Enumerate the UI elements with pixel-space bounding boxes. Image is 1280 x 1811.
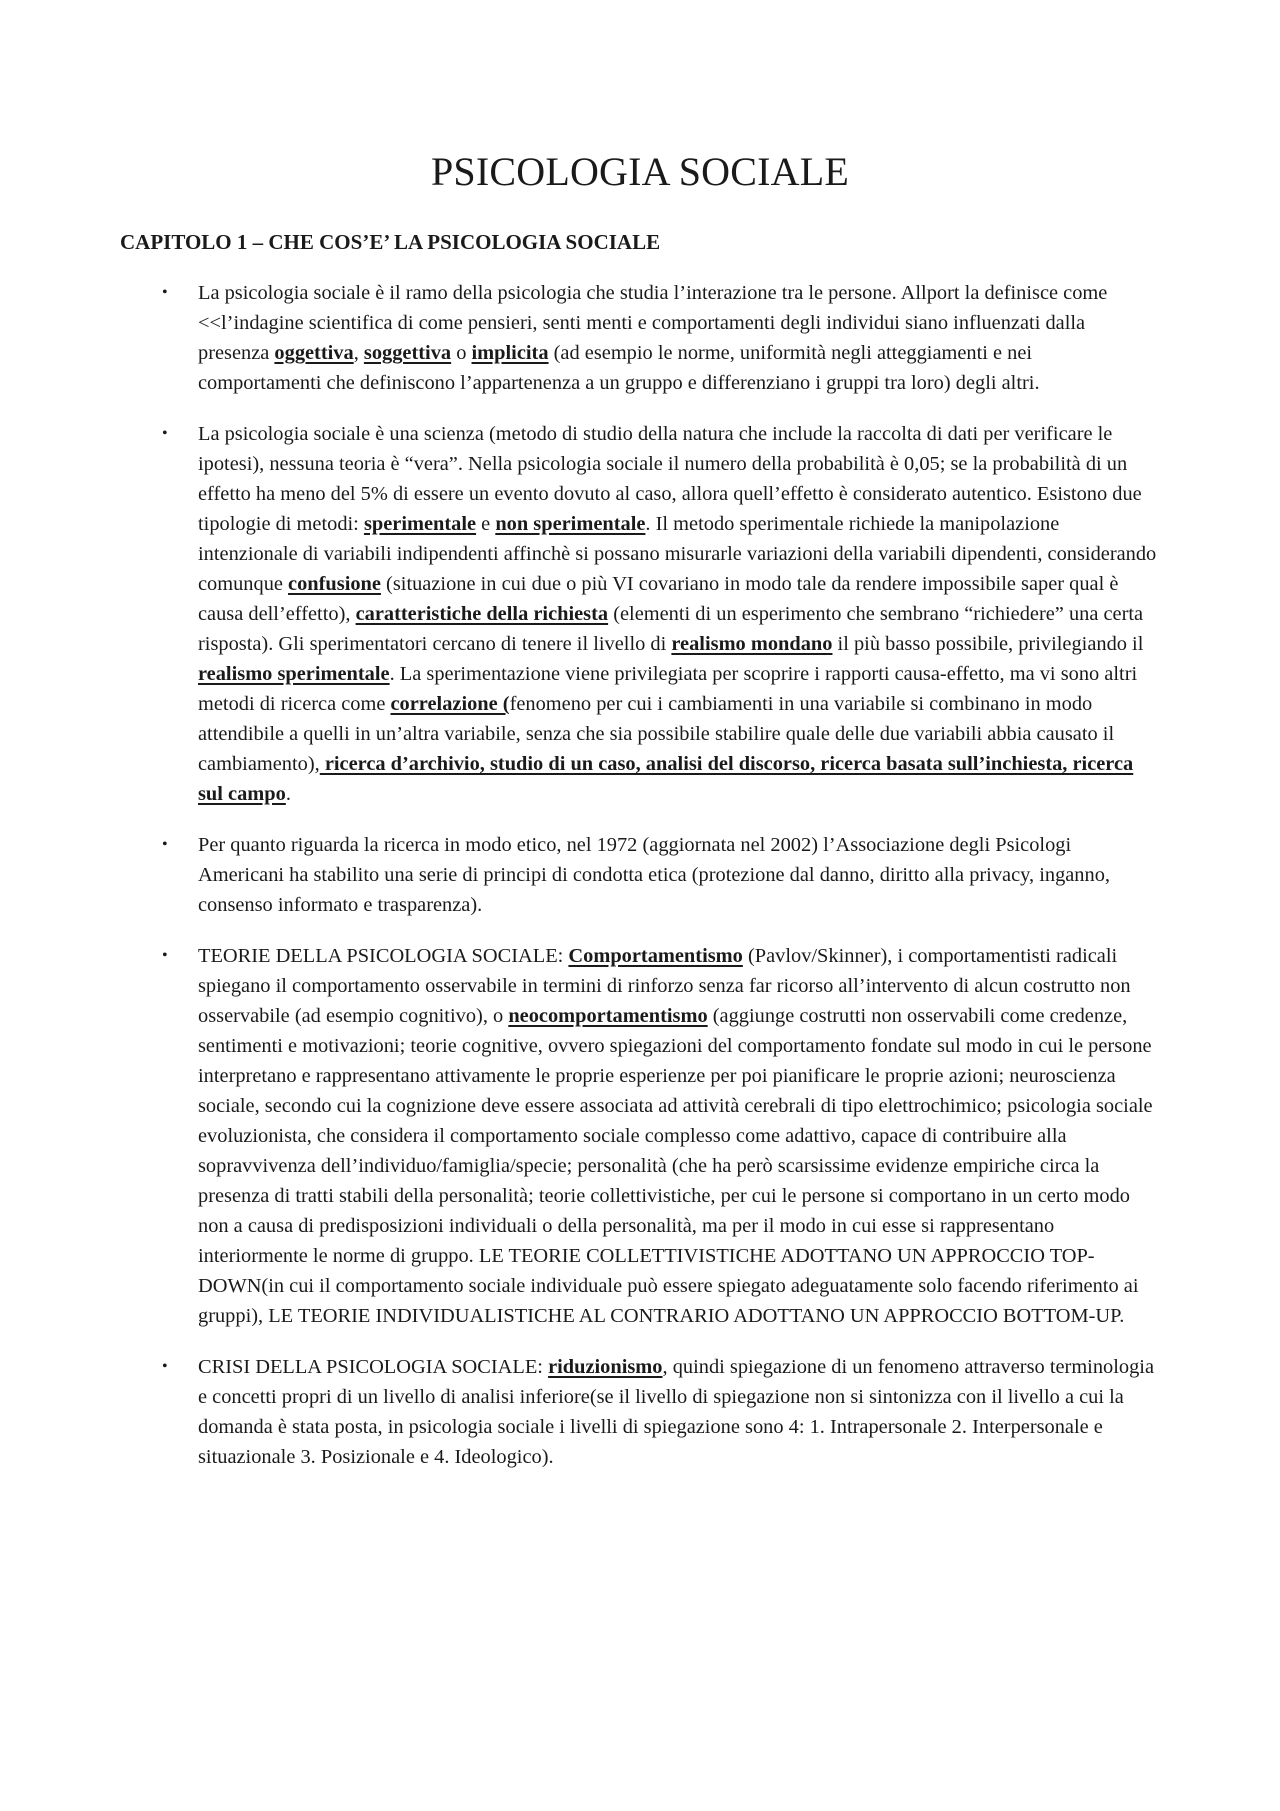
bullet-icon: • — [162, 425, 168, 442]
list-item — [162, 1352, 1160, 1472]
text-run: Per quanto riguarda la ricerca in modo etico, nel 1972 (aggiornata nel 2002) l’Associazione degli Psicologi Americani ha stabilito una serie di principi di condotta etica (protezione dal danno, diritto alla privacy, inganno, consenso informato e trasparenza). — [198, 834, 1110, 916]
text-run: o — [451, 342, 472, 364]
page-title: PSICOLOGIA SOCIALE — [430, 149, 850, 194]
key-term: sperimentale — [363, 513, 477, 535]
item-text — [198, 945, 1153, 1327]
chapter-heading: CAPITOLO 1 – CHE COS’E’ LA PSICOLOGIA SOCIALE — [120, 230, 661, 254]
text-run: . La sperimentazione viene privilegiata per scoprire i rapporti causa-effetto, ma vi sono altri metodi di ricerca come — [198, 663, 1138, 715]
text-run: (aggiunge costrutti non osservabili come credenze, sentimenti e motivazioni; teorie cognitive, ovvero spiegazioni del comportamento fondate sul modo in cui le persone interpretano e rappresentano attivamente le proprie esperienze per poi pianificare le proprie azioni; neuroscienza sociale, secondo cui la cognizione deve essere associata ad attività cerebrali di tipo elettrochimico; psicologia sociale evoluzionista, che considera il comportamento sociale complesso come adattivo, capace di contribuire alla sopravvivenza dell’individuo/famiglia/specie; personalità (che ha però scarsissime evidenze empiriche circa la presenza di tratti stabili della personalità; teorie collettivistiche, per cui le persone si comportano in un certo modo non a causa di predisposizioni individuali o della personalità, ma per il modo in cui esse si rappresentano interiormente le norme di gruppo. LE TEORIE COLLETTIVISTICHE ADOTTANO UN APPROCCIO TOP-DOWN(in cui il comportamento sociale individuale può essere spiegato adeguatamente solo facendo riferimento ai gruppi), LE TEORIE INDIVIDUALISTICHE AL CONTRARIO ADOTTANO UN APPROCCIO BOTTOM-UP. — [198, 1005, 1153, 1327]
text-run: (elementi di un esperimento che sembrano “richiedere” una certa risposta). Gli sperimentatori cercano di tenere il livello di — [198, 603, 1144, 655]
text-run: La psicologia sociale è una scienza (metodo di studio della natura che include la raccolta di dati per verificare le ipotesi), nessuna teoria è “vera”. Nella psicologia sociale il numero della probabilità è 0,05; se la probabilità di un effetto ha meno del 5% di essere un evento dovuto al caso, allora quell’effetto è considerato autentico. Esistono due tipologie di metodi: — [198, 423, 1142, 535]
item-text — [198, 1356, 1154, 1468]
key-term: correlazione ( — [390, 693, 510, 715]
key-term: implicita — [471, 342, 549, 364]
text-run: . — [285, 783, 291, 805]
list-item — [162, 278, 1160, 398]
list-item — [162, 419, 1160, 809]
key-term: confusione — [288, 573, 381, 595]
key-term: soggettiva — [363, 342, 452, 364]
text-run: CRISI DELLA PSICOLOGIA SOCIALE: — [198, 1356, 549, 1378]
bullet-list — [162, 278, 1160, 1493]
bullet-icon: • — [162, 284, 168, 301]
list-item — [162, 830, 1160, 920]
key-term: neocomportamentismo — [508, 1005, 708, 1027]
text-run: e — [476, 513, 496, 535]
item-text — [198, 423, 1156, 805]
bullet-icon: • — [162, 1358, 168, 1375]
key-term: realismo mondano — [671, 633, 833, 655]
item-text — [198, 282, 1107, 394]
item-text — [198, 834, 1110, 916]
key-term: non sperimentale — [495, 513, 646, 535]
text-run: (ad esempio le norme, uniformità negli atteggiamenti e nei comportamenti che definiscono l’appartenenza a un gruppo e differenziano i gruppi tra loro) degli altri. — [198, 342, 1040, 394]
text-run: il più basso possibile, privilegiando il — [832, 633, 1144, 655]
key-term: riduzionismo — [548, 1356, 663, 1378]
text-run: (situazione in cui due o più VI covariano in modo tale da rendere impossibile saper qual è causa dell’effetto), — [198, 573, 1119, 625]
bullet-icon: • — [162, 947, 168, 964]
text-run: . Il metodo sperimentale richiede la manipolazione intenzionale di variabili indipendenti affinchè si possano misurarle variazioni della variabili dipendenti, considerando comunque — [198, 513, 1157, 595]
key-term: caratteristiche della richiesta — [355, 603, 609, 625]
text-run: , quindi spiegazione di un fenomeno attraverso terminologia e concetti propri di un livello di analisi inferiore(se il livello di spiegazione non si sintonizza con il livello a cui la domanda è stata posta, in psicologia sociale i livelli di spiegazione sono 4: 1. Intrapersonale 2. Interpersonale e situazionale 3. Posizionale e 4. Ideologico). — [198, 1356, 1155, 1468]
list-item — [162, 941, 1160, 1331]
text-run: (Pavlov/Skinner), i comportamentisti radicali spiegano il comportamento osservabile in termini di rinforzo senza far ricorso all’intervento di alcun costrutto non osservabile (ad esempio cognitivo), o — [198, 945, 1131, 1027]
key-term: Comportamentismo — [568, 945, 743, 967]
text-run: , — [353, 342, 364, 364]
key-term: ricerca d’archivio, studio di un caso, analisi del discorso, ricerca basata sull’inchiesta, ricerca sul campo — [198, 753, 1134, 805]
key-term: oggettiva — [274, 342, 354, 364]
text-run: La psicologia sociale è il ramo della psicologia che studia l’interazione tra le persone. Allport la definisce come <<l’indagine scientifica di come pensieri, senti menti e comportamenti degli individui siano influenzati dalla presenza — [198, 282, 1108, 364]
bullet-icon: • — [162, 836, 168, 853]
text-run: fenomeno per cui i cambiamenti in una variabile si combinano in modo attendibile a quelli in un’altra variabile, senza che sia possibile stabilire quale delle due variabili abbia causato il cambiamento), — [198, 693, 1115, 775]
text-run: TEORIE DELLA PSICOLOGIA SOCIALE: — [198, 945, 569, 967]
key-term: realismo sperimentale — [198, 663, 390, 685]
